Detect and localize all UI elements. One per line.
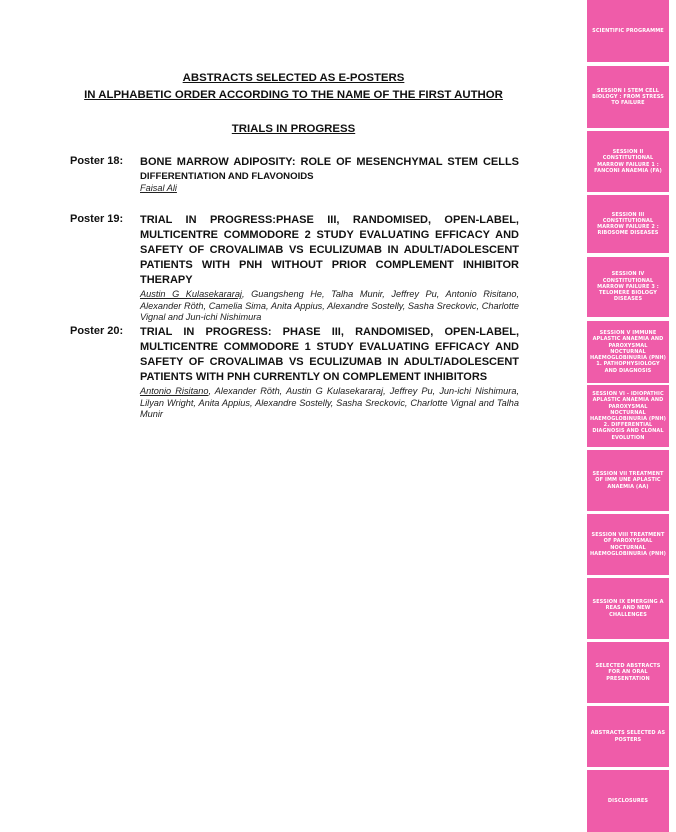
- sidebar-tab-label: SESSION I STEM CELL BIOLOGY : FROM STRESS TO FAILURE: [592, 87, 664, 107]
- poster-entry: [140, 213, 519, 324]
- page-heading-line2: IN ALPHABETIC ORDER ACCORDING TO THE NAME OF THE FIRST AUTHOR: [84, 89, 503, 101]
- sidebar-tab-label: SESSION IX EMERGING A REAS AND NEW CHALLENGES: [592, 599, 664, 618]
- sidebar-tab-label: DISCLOSURES: [607, 797, 649, 804]
- sidebar-nav: [587, 0, 669, 832]
- poster-title: TRIAL IN PROGRESS: PHASE III, RANDOMISED, OPEN-LABEL, MULTICENTRE COMMODORE 1 STUDY EVALUATING EFFICACY AND SAFETY OF CROVALIMAB VS ECULIZUMAB IN ADULT/ADOLESCENT PATIENTS WITH PNH CURRENTLY ON COMPLEMENT INHIBITORS: [140, 326, 519, 383]
- first-author: Antonio Risitano: [140, 386, 209, 396]
- sidebar-tab-label: SESSION VII TREATMENT OF IMM UNE APLASTIC ANAEMIA (AA): [592, 471, 664, 490]
- sidebar-tab-session-2[interactable]: [587, 131, 669, 192]
- sidebar-tab-label: SESSION VI - IDIOPATHIC APLASTIC ANAEMIA AND PAROXYSMAL NOCTURNAL HAEMOGLOBINURIA (PNH) 2. DIFFERENTIAL DIAGNOSIS AND CLONAL EVOLUTION: [590, 391, 666, 441]
- sidebar-tab-session-9[interactable]: [587, 578, 669, 639]
- first-author: Faisal Ali: [140, 183, 177, 193]
- sidebar-tab-label: SCIENTIFIC PROGRAMME: [592, 27, 664, 34]
- poster-label: Poster 20:: [70, 325, 124, 337]
- sidebar-tab-label: SESSION II CONSTITUTIONAL MARROW FAILURE 1 : FANCONI ANAEMIA (FA): [594, 149, 662, 174]
- sidebar-tab-session-4[interactable]: [587, 257, 669, 317]
- poster-entry: [140, 155, 519, 195]
- sidebar-tab-session-7[interactable]: [587, 450, 669, 511]
- co-authors: , Guangsheng He, Talha Munir, Jeffrey Pu, Antonio Risitano, Alexander Röth, Camelia Sima, Anita Appius, Alexandre Sostelly, Sasha Sreckovic, Charlotte Vignal and Jun-ichi Nishimura: [140, 289, 519, 322]
- poster-authors: [140, 386, 519, 421]
- poster-label: Poster 19:: [70, 213, 124, 225]
- sidebar-tab-session-5[interactable]: [587, 321, 669, 383]
- sidebar-tab-disclosures[interactable]: [587, 770, 669, 832]
- sidebar-tab-session-6[interactable]: [587, 385, 669, 447]
- sidebar-tab-label: SESSION V IMMUNE APLASTIC ANAEMIA AND PAROXYSMAL NOCTURNAL HAEMOGLOBINURIA (PNH) 1. PATHOPHYSIOLOGY AND DIAGNOSIS: [590, 330, 666, 374]
- poster-label: Poster 18:: [70, 155, 124, 167]
- sidebar-tab-label: SESSION IV CONSTITUTIONAL MARROW FAILURE 3 : TELOMERE BIOLOGY DISEASES: [597, 271, 659, 303]
- sidebar-tab-abstracts-posters[interactable]: [587, 706, 669, 767]
- sidebar-tab-label: ABSTRACTS SELECTED AS POSTERS: [590, 730, 666, 743]
- poster-title: TRIAL IN PROGRESS:PHASE III, RANDOMISED, OPEN-LABEL, MULTICENTRE COMMODORE 2 STUDY EVALUATING EFFICACY AND SAFETY OF CROVALIMAB VS ECULIZUMAB IN ADULT/ADOLESCENT PATIENTS WITH PNH WITHOUT PRIOR COMPLEMENT INHIBITOR THERAPY: [140, 214, 519, 286]
- co-authors: , Alexander Röth, Austin G Kulasekararaj, Jeffrey Pu, Jun-ichi Nishimura, Lilyan Wright, Anita Appius, Alexandre Sostelly, Sasha Sreckovic, Charlotte Vignal and Talha Munir: [140, 386, 519, 419]
- sidebar-tab-session-8[interactable]: [587, 514, 669, 575]
- poster-authors: [140, 183, 519, 195]
- page-heading-line1: ABSTRACTS SELECTED AS E-POSTERS: [182, 72, 405, 84]
- first-author: Austin G Kulasekararaj: [140, 289, 242, 299]
- sidebar-tab-session-1[interactable]: [587, 66, 669, 128]
- poster-title-line: BONE MARROW ADIPOSITY: ROLE OF MESENCHYMAL STEM CELLS: [140, 156, 519, 168]
- sidebar-tab-scientific-programme[interactable]: [587, 0, 669, 62]
- sidebar-tab-label: SELECTED ABSTRACTS FOR AN ORAL PRESENTATION: [595, 663, 661, 682]
- poster-title-line: DIFFERENTIATION AND FLAVONOIDS: [140, 171, 314, 182]
- poster-authors: [140, 289, 519, 324]
- sidebar-tab-label: SESSION III CONSTITUTIONAL MARROW FAILURE 2 : RIBOSOME DISEASES: [597, 211, 659, 237]
- sidebar-tab-selected-abstracts-oral[interactable]: [587, 642, 669, 703]
- poster-entry: [140, 325, 519, 421]
- section-heading: TRIALS IN PROGRESS: [231, 123, 356, 135]
- sidebar-tab-label: SESSION VIII TREATMENT OF PAROXYSMAL NOCTURNAL HAEMOGLOBINURIA (PNH): [590, 532, 666, 557]
- sidebar-tab-session-3[interactable]: [587, 195, 669, 253]
